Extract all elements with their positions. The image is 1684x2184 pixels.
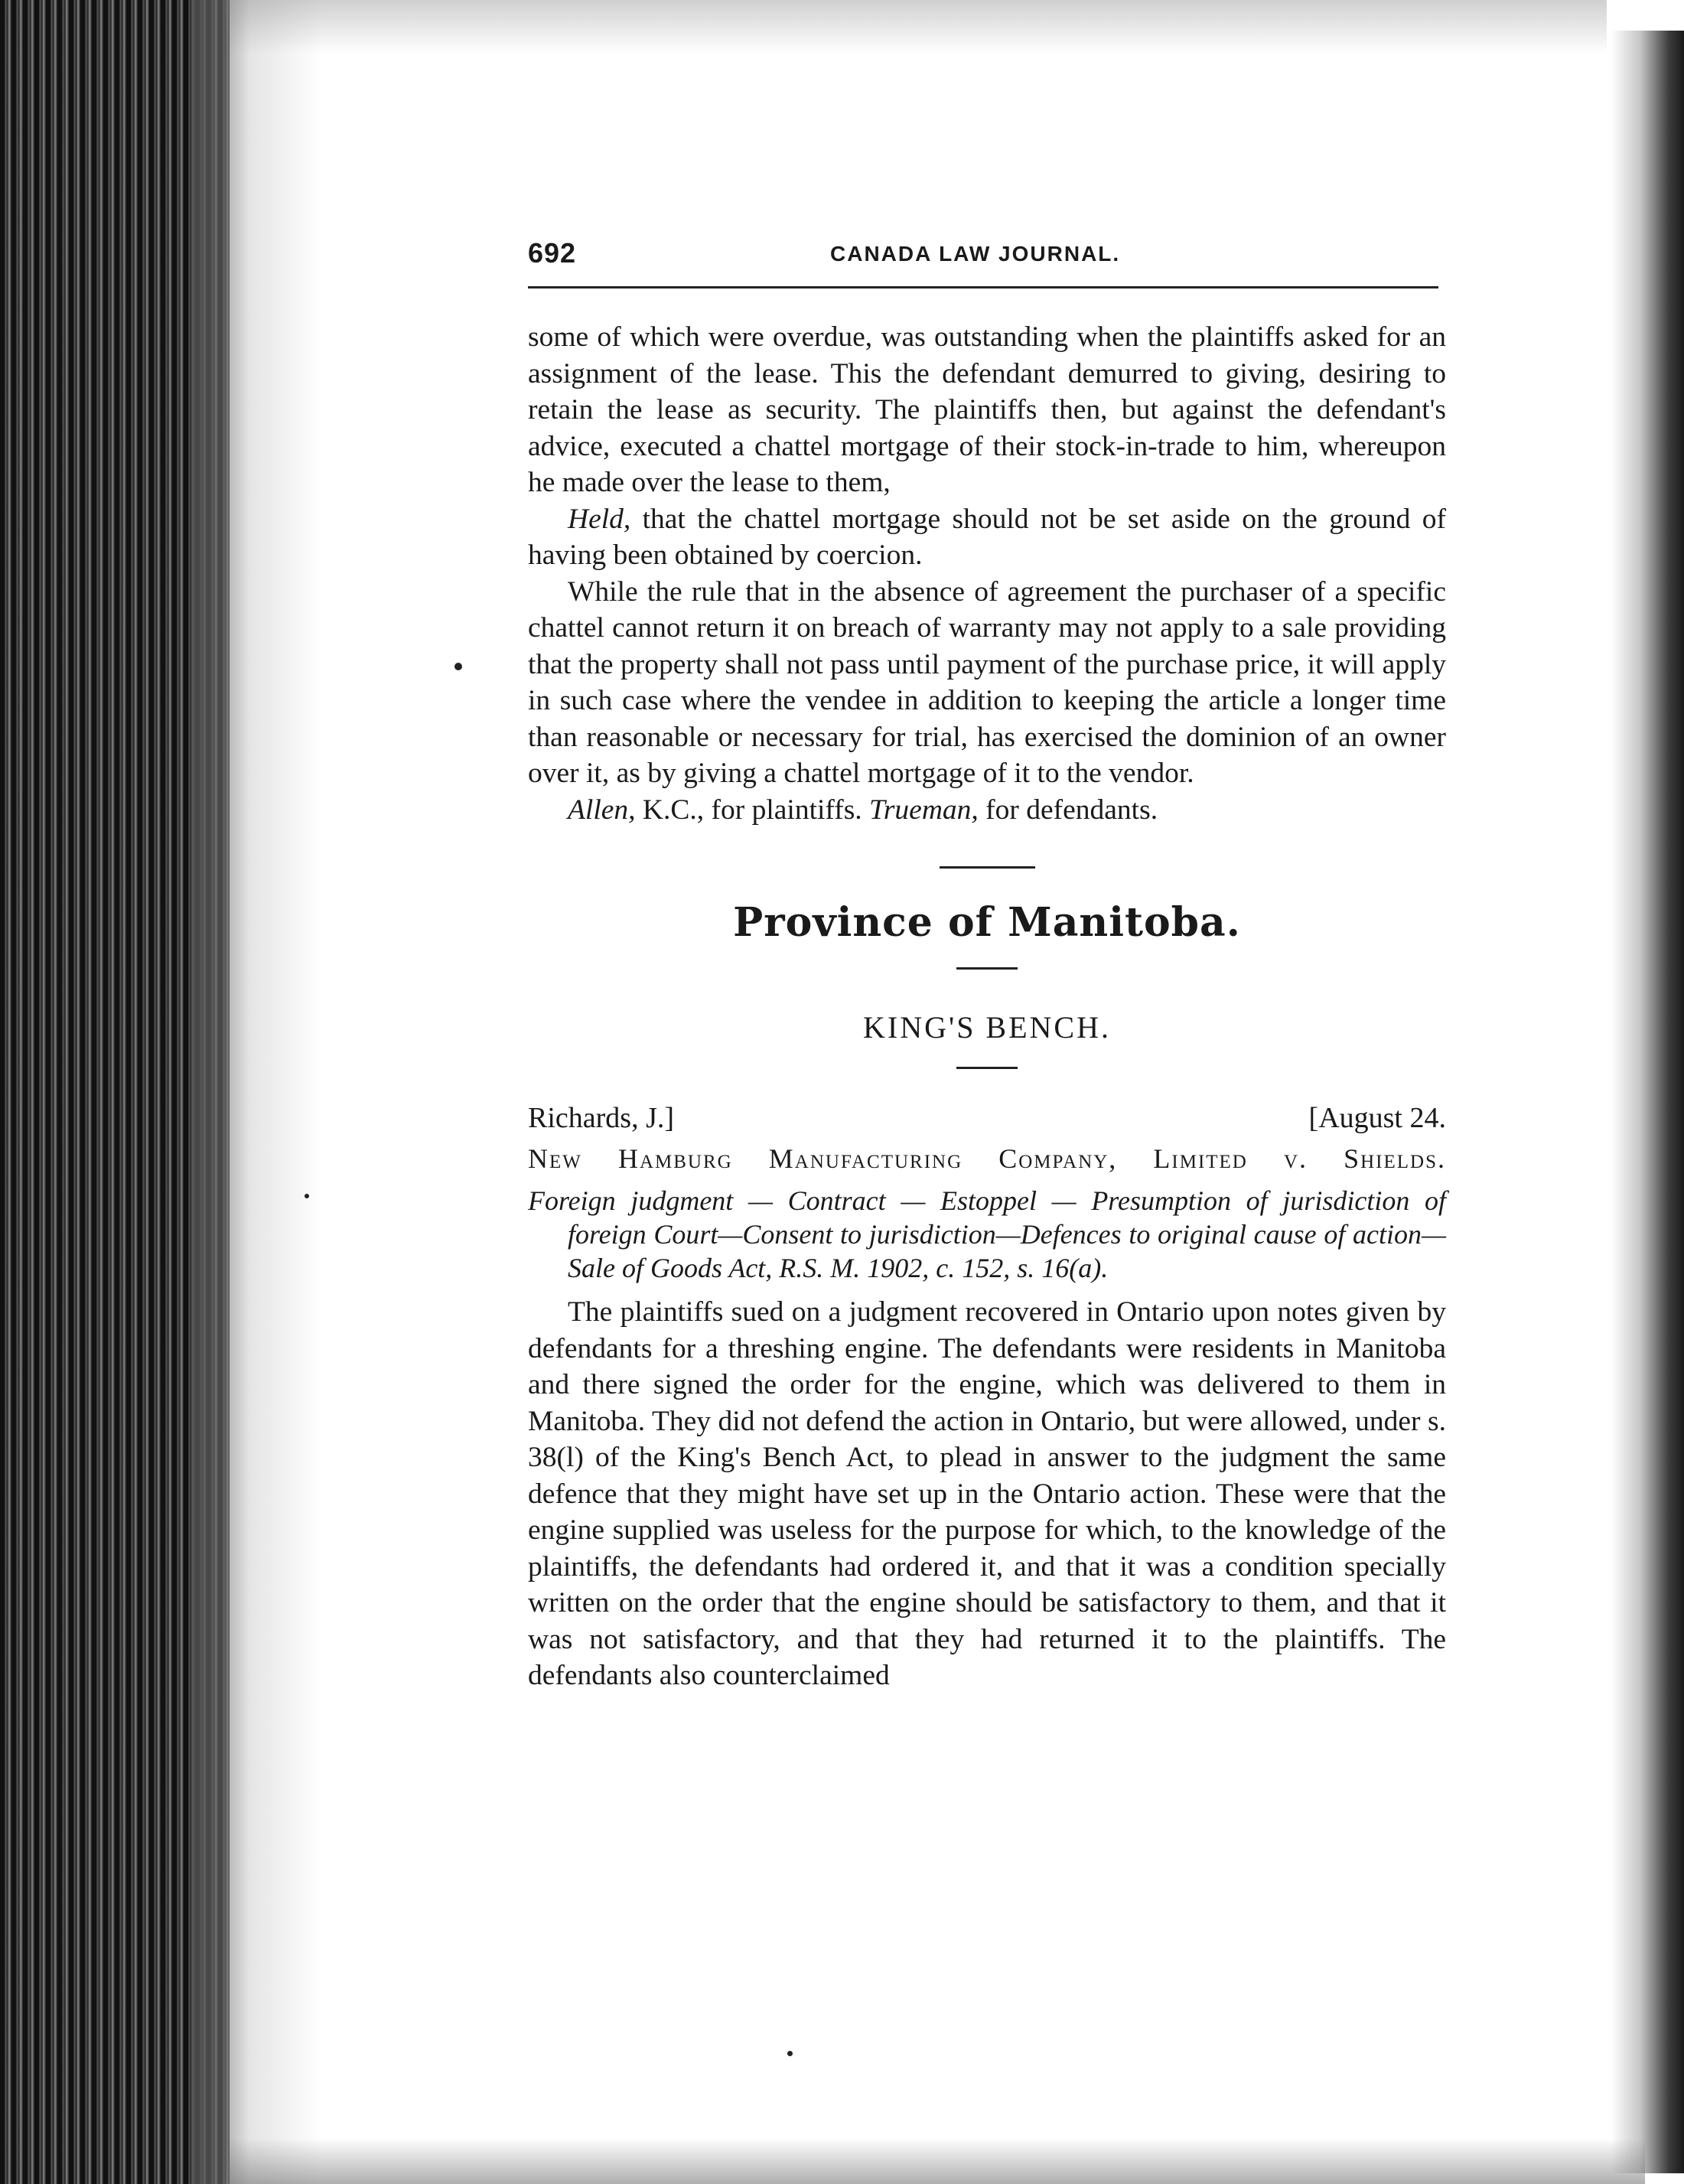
defendant-role: for defendants. [978,794,1158,826]
page-content [528,230,1446,1694]
page-right-edge [1611,31,1684,2173]
held-text: that the chattel mortgage should not be set aside on the ground of having been obtained by coercion. [528,503,1446,571]
defendant-counsel: Trueman, [869,794,979,826]
rule-paragraph: While the rule that in the absence of agreement the purchaser of a specific chattel cannot return it on breach of warranty may not apply to a sale providing that the property shall not pass until payment of the purchase price, it will apply in such case where the vendee in addition to keeping the article a longer time than reasonable or necessary for trial, has exercised the dominion of an owner over it, as by giving a chattel mortgage of it to the vendor. [528,575,1446,789]
held-label: Held, [568,503,631,535]
scan-speck [787,2051,793,2056]
section-divider [940,866,1035,869]
case-body-paragraph: The plaintiffs sued on a judgment recovered in Ontario upon notes given by defendants for a threshing engine. The defendants were residents in Manitoba and there signed the order for the engine, which was delivered to them in Manitoba. They did not defend the action in Ontario, but were allowed, under s. 38(l) of the King's Bench Act, to plead in answer to the judgment the same defence that they might have set up in the Ontario action. These were that the engine supplied was useless for the purpose for which, to the knowledge of the plaintiffs, the defendants had ordered it, and that it was a condition specially written on the order that the engine should be satisfactory to them, and that it was not satisfactory, and that they had returned it to the plaintiffs. The defendants also counterclaimed [528,1296,1446,1691]
heading-divider [956,967,1018,970]
opening-paragraph: some of which were overdue, was outstanding when the plaintiffs asked for an assignment of the lease. This the defendant demurred to giving, desiring to retain the lease as security. The plaintiffs then, but against the defendant's advice, executed a chattel mortgage of their stock-in-trade to him, whereupon he made over the lease to them, [528,321,1446,498]
page-top-edge [230,0,1607,54]
court-divider [956,1067,1018,1069]
case-headnote: Foreign judgment — Contract — Estoppel — Presumption of jurisdiction of foreign Court—Consent to jurisdiction—Defences to original cause of action—Sale of Goods Act, R.S. M. 1902, c. 152, s. 16(a). [528,1185,1446,1283]
header-rule [528,286,1438,288]
page-number: 692 [528,237,577,269]
case-title: New Hamburg Manufacturing Company, Limited v. Shields. [528,1143,1446,1174]
page-header [528,230,1446,275]
page-bottom-edge [230,2138,1645,2184]
plaintiff-role: K.C., for plaintiffs. [635,794,870,826]
judge-name: Richards, J.] [528,1102,675,1134]
scan-speck [454,663,462,670]
binding-gutter-shadow [191,0,321,2184]
court-heading: KING'S BENCH. [863,1010,1111,1045]
judge-date-line [528,1101,1446,1138]
scan-speck [305,1194,309,1198]
plaintiff-counsel: Allen, [568,794,636,826]
running-title: CANADA LAW JOURNAL. [830,242,1121,266]
decision-date: [August 24. [1308,1102,1446,1134]
counsel-line [528,792,1446,829]
province-heading: Province of Manitoba. [733,899,1241,946]
held-paragraph [528,501,1446,574]
